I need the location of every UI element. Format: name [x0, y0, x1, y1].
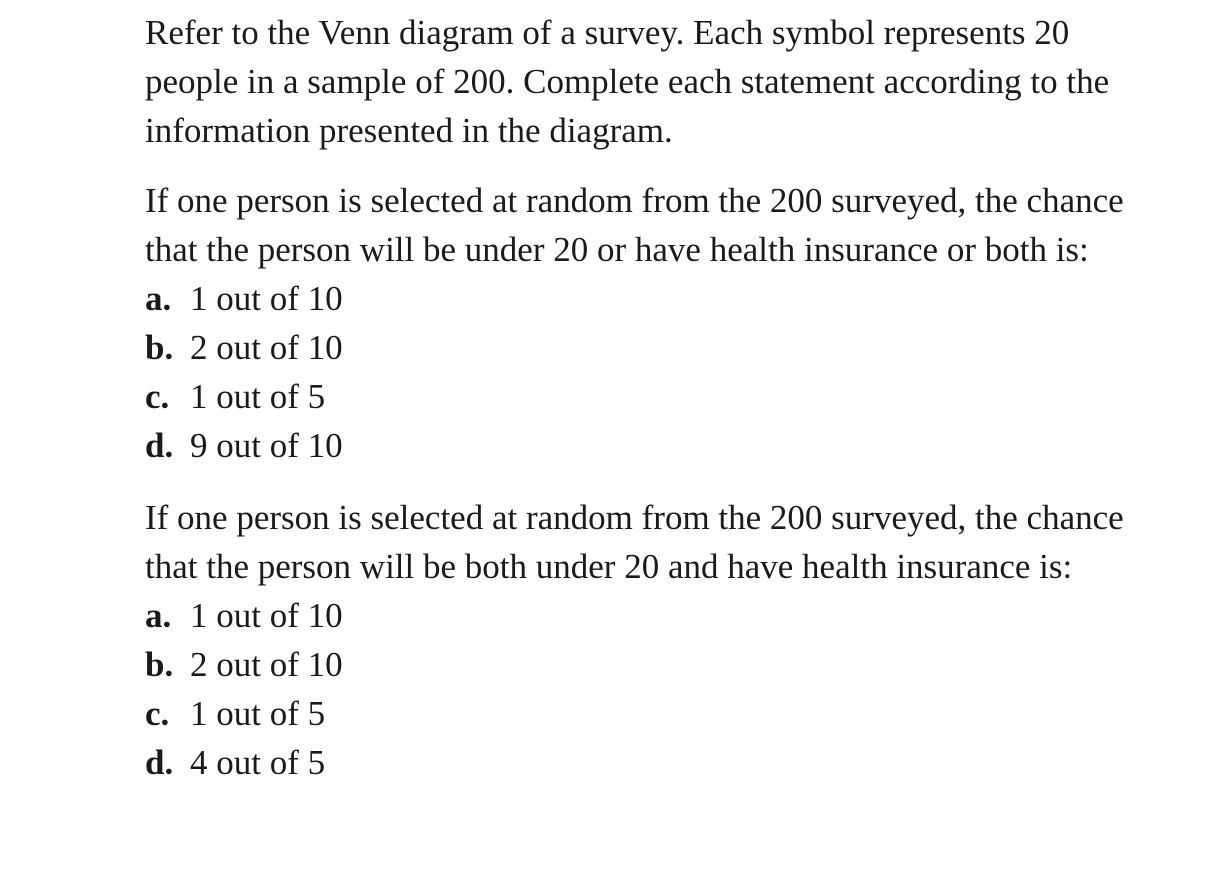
option-text: 2 out of 10 [190, 328, 343, 367]
option-letter: d. [145, 426, 174, 465]
option-letter: d. [145, 743, 174, 782]
option-letter: b. [145, 645, 174, 684]
question-1-stem: If one person is selected at random from the 200 surveyed, the chance that the person will be under 20 or have health insurance or both is: [145, 181, 1124, 269]
option-text: 1 out of 5 [190, 377, 326, 416]
option-letter: c. [145, 377, 170, 416]
question-2-option-c[interactable] [145, 689, 1145, 738]
question-1-option-d[interactable] [145, 421, 1145, 470]
question-1 [145, 176, 1145, 470]
question-2-options [145, 591, 1145, 787]
option-letter: a. [145, 279, 172, 318]
document-page [145, 8, 1145, 787]
option-text: 2 out of 10 [190, 645, 343, 684]
option-text: 9 out of 10 [190, 426, 343, 465]
option-letter: b. [145, 328, 174, 367]
question-2-option-a[interactable] [145, 591, 1145, 640]
question-2-stem: If one person is selected at random from the 200 surveyed, the chance that the person will be both under 20 and have health insurance is: [145, 498, 1124, 586]
question-1-option-b[interactable] [145, 323, 1145, 372]
question-2-option-d[interactable] [145, 738, 1145, 787]
intro-paragraph: Refer to the Venn diagram of a survey. Each symbol represents 20 people in a sample of 200. Complete each statement according to the information presented in the diagram. [145, 13, 1110, 150]
question-1-options [145, 274, 1145, 470]
option-text: 1 out of 10 [190, 596, 343, 635]
question-1-option-c[interactable] [145, 372, 1145, 421]
question-1-option-a[interactable] [145, 274, 1145, 323]
question-2 [145, 493, 1145, 787]
option-text: 4 out of 5 [190, 743, 326, 782]
option-text: 1 out of 5 [190, 694, 326, 733]
question-2-option-b[interactable] [145, 640, 1145, 689]
option-letter: c. [145, 694, 170, 733]
option-letter: a. [145, 596, 172, 635]
option-text: 1 out of 10 [190, 279, 343, 318]
